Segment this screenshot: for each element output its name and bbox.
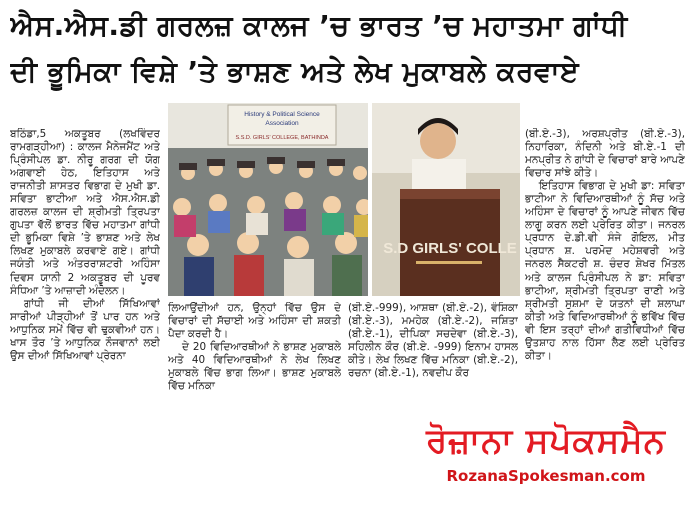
article-paragraph: (ਬੀ.ਏ.-999), ਆਸ਼ਥਾ (ਬੀ.ਏ.-2), ਵੰਸ਼ਿਕਾ (ਬੀ.ਏ.-3), ਮਮਹੇਕ (ਬੀ.ਏ.-2), ਜਸ਼ਿਤਾ (ਬੀ.ਏ.-1), ਦੀਪਿਕਾ ਸਚਦੇਵਾ (ਬੀ.ਏ.-3), ਸਹਿਲੀਨ ਕੌਰ (ਬੀ.ਏ. -999) ਇਨਾਮ ਹਾਸਲ ਕੀਤੇ। ਲੇਖ ਲਿਖਣ ਵਿੱਚ ਮਨਿਕਾ (ਬੀ.ਏ.-2), ਰਚਨਾ (ਬੀ.ਏ.-1), ਨਵਦੀਪ ਕੌਰ [348, 302, 518, 380]
audience-photo [168, 103, 368, 296]
article-paragraph: ਬਠਿੰਡਾ,5 ਅਕਤੂਬਰ (ਲਖਵਿੰਦਰ ਰਾਮਗੜ੍ਹੀਆ) : ਕਾਲਜ ਮੈਨੇਜਮੈਂਟ ਅਤੇ ਪ੍ਰਿੰਸੀਪਲ ਡਾ. ਨੀਰੂ ਗਰਗ ਦੀ ਯੋਗ ਅਗਵਾਈ ਹੇਠ, ਇਤਿਹਾਸ ਅਤੇ ਰਾਜਨੀਤੀ ਸ਼ਾਸਤਰ ਵਿਭਾਗ ਦੇ ਮੁਖੀ ਡਾ. ਸਵਿਤਾ ਭਾਟੀਆ ਅਤੇ ਐਸ.ਐਸ.ਡੀ ਗਰਲਜ਼ ਕਾਲਜ ਦੀ ਸ਼੍ਰੀਮਤੀ ਤ੍ਰਿਪਤਾ ਗੁਪਤਾ ਵੱਲੋਂ ਭਾਰਤ ਵਿੱਚ ਮਹਾਤਮਾ ਗਾਂਧੀ ਦੀ ਭੂਮਿਕਾ ਵਿਸ਼ੇ ’ਤੇ ਭਾਸ਼ਣ ਅਤੇ ਲੇਖ ਲਿਖਣ ਮੁਕਾਬਲੇ ਕਰਵਾਏ ਗਏ। ਗਾਂਧੀ ਜਯੰਤੀ ਅਤੇ ਅੰਤਰਰਾਸ਼ਟਰੀ ਅਹਿੰਸਾ ਦਿਵਸ ਯਾਨੀ 2 ਅਕਤੂਬਰ ਦੀ ਪੂਰਵ ਸੰਧਿਆ ’ਤੇ ਆਜ਼ਾਦੀ ਅੰਦੋਲਨ। [10, 128, 160, 297]
banner-text-2: Association [265, 120, 299, 127]
headline-line-2: ਦੀ ਭੂਮਿਕਾ ਵਿਸ਼ੇ ’ਤੇ ਭਾਸ਼ਣ ਅਤੇ ਲੇਖ ਮੁਕਾਬਲੇ ਕਰਵਾਏ [10, 55, 580, 88]
podium-text: S.D GIRLS' COLLE [383, 240, 517, 257]
article-paragraph: (ਬੀ.ਏ.-3), ਅਰਸ਼ਪ੍ਰੀਤ (ਬੀ.ਏ.-3), ਨਿਹਾਰਿਕਾ, ਨੰਦਿਨੀ ਅਤੇ ਬੀ.ਏ.-1 ਦੀ ਮਨਪ੍ਰੀਤ ਨੇ ਗਾਂਧੀ ਦੇ ਵਿਚਾਰਾਂ ਬਾਰੇ ਆਪਣੇ ਵਿਚਾਰ ਸਾਂਝੇ ਕੀਤੇ। [525, 128, 685, 180]
article-paragraph: ਲਿਆਉਂਦੀਆਂ ਹਨ, ਉਨ੍ਹਾਂ ਵਿੱਚ ਉਸ ਦੇ ਵਿਚਾਰਾਂ ਦੀ ਸੱਚਾਈ ਅਤੇ ਅਹਿੰਸਾ ਦੀ ਸ਼ਕਤੀ ਪੈਦਾ ਕਰਦੀ ਹੈ। [168, 302, 341, 341]
newspaper-logo: ਰੋਜ਼ਾਨਾ ਸਪੋਕਸਮੈਨ [426, 421, 666, 461]
article-column-2 [168, 302, 341, 432]
banner-text-1: History & Political Science [244, 111, 320, 118]
article-paragraph: ਗਾਂਧੀ ਜੀ ਦੀਆਂ ਸਿੱਖਿਆਵਾਂ ਸਾਰੀਆਂ ਪੀੜ੍ਹੀਆਂ ਤੋਂ ਪਾਰ ਹਨ ਅਤੇ ਆਧੁਨਿਕ ਸਮੇਂ ਵਿੱਚ ਵੀ ਢੁਕਵੀਆਂ ਹਨ। ਖਾਸ ਤੌਰ ’ਤੇ ਆਧੁਨਿਕ ਨੌਜਵਾਨਾਂ ਲਈ ਉਸ ਦੀਆਂ ਸਿੱਖਿਆਵਾਂ ਪ੍ਰੇਰਨਾ [10, 297, 160, 362]
article-paragraph: ਦੇ 20 ਵਿਦਿਆਰਥੀਆਂ ਨੇ ਭਾਸ਼ਣ ਮੁਕਾਬਲੇ ਅਤੇ 40 ਵਿਦਿਆਰਥੀਆਂ ਨੇ ਲੇਖ ਲਿਖਣ ਮੁਕਾਬਲੇ ਵਿੱਚ ਭਾਗ ਲਿਆ। ਭਾਸ਼ਣ ਮੁਕਾਬਲੇ ਵਿੱਚ ਮਨਿਕਾ [168, 341, 341, 393]
newspaper-url[interactable]: RozanaSpokesman.com [446, 467, 646, 485]
speaker-photo-illustration [372, 103, 520, 296]
article-column-1 [10, 128, 160, 493]
article-paragraph: ਇਤਿਹਾਸ ਵਿਭਾਗ ਦੇ ਮੁਖੀ ਡਾ: ਸਵਿਤਾ ਭਾਟੀਆ ਨੇ ਵਿਦਿਆਰਥੀਆਂ ਨੂੰ ਸੱਚ ਅਤੇ ਅਹਿੰਸਾ ਦੇ ਵਿਚਾਰਾਂ ਨੂੰ ਆਪਣੇ ਜੀਵਨ ਵਿੱਚ ਲਾਗੂ ਕਰਨ ਲਈ ਪ੍ਰੇਰਿਤ ਕੀਤਾ। ਜਨਰਲ ਪ੍ਰਧਾਨ ਦੇ.ਡੀ.ਵੀ ਸੰਜੇ ਗੋਇਲ, ਮੀਤ ਪ੍ਰਧਾਨ ਸ਼. ਪਰਮੋਦ ਮਹੇਸ਼ਵਰੀ ਅਤੇ ਜਨਰਲ ਸੈਕਟਰੀ ਸ਼. ਚੰਦਰ ਸ਼ੇਖਰ ਮਿੱਤਲ ਅਤੇ ਕਾਲਜ ਪ੍ਰਿੰਸੀਪਲ ਨੇ ਡਾ: ਸਵਿਤਾ ਭਾਟੀਆ, ਸ਼੍ਰੀਮਤੀ ਤ੍ਰਿਪਤਾ ਰਾਣੀ ਅਤੇ ਸ਼੍ਰੀਮਤੀ ਸੁਸ਼ਮਾ ਦੇ ਯਤਨਾਂ ਦੀ ਸ਼ਲਾਘਾ ਕੀਤੀ ਅਤੇ ਵਿਦਿਆਰਥੀਆਂ ਨੂੰ ਭਵਿੱਖ ਵਿੱਚ ਵੀ ਇਸ ਤਰ੍ਹਾਂ ਦੀਆਂ ਗਤੀਵਿਧੀਆਂ ਵਿੱਚ ਉਤਸ਼ਾਹ ਨਾਲ ਹਿੱਸਾ ਲੈਣ ਲਈ ਪ੍ਰੇਰਿਤ ਕੀਤਾ। [525, 180, 685, 362]
audience-photo-illustration [168, 103, 368, 296]
banner-text-3: S.S.D. GIRLS' COLLEGE, BATHINDA [235, 135, 329, 141]
speaker-photo [372, 103, 520, 296]
headline-line-1: ਐਸ.ਐਸ.ਡੀ ਗਰਲਜ਼ ਕਾਲਜ ’ਚ ਭਾਰਤ ’ਚ ਮਹਾਤਮਾ ਗਾਂਧੀ [10, 9, 628, 42]
article-column-4 [525, 128, 685, 428]
